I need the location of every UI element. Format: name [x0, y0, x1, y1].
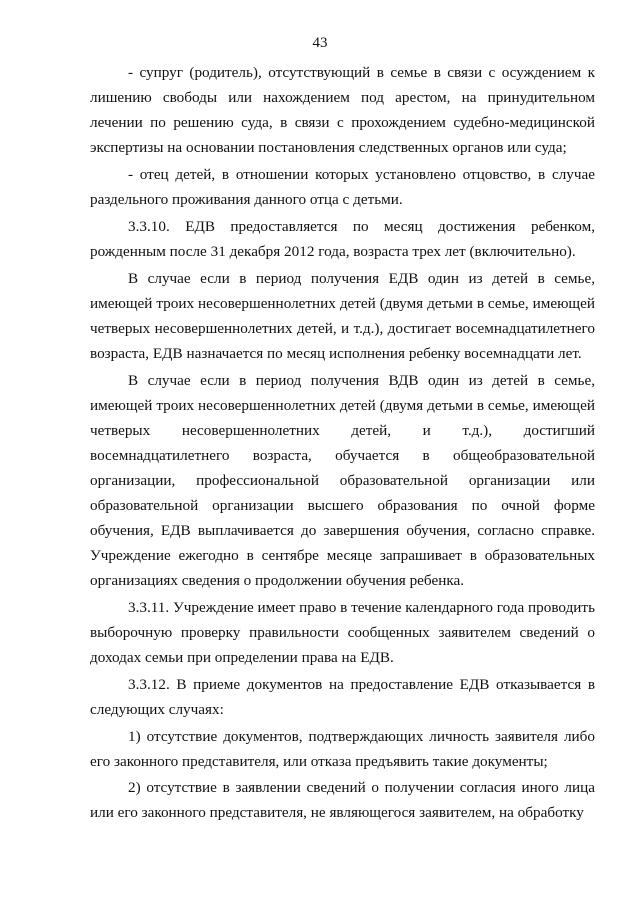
paragraph-refusal-2: 2) отсутствие в заявлении сведений о получении согласия иного лица или его законного представителя, не являющегося заявителем, на обработку [90, 779, 595, 822]
paragraph-3-3-11: 3.3.11. Учреждение имеет право в течение календарного года проводить выборочную проверку правильности сообщенных заявителем сведений о доходах семьи при определении права на ЕДВ. [90, 598, 595, 667]
paragraph-refusal-1: 1) отсутствие документов, подтверждающих личность заявителя либо его законного представителя, или отказа предъявить такие документы; [90, 727, 595, 770]
paragraph-3-3-12: 3.3.12. В приеме документов на предоставление ЕДВ отказывается в следующих случаях: [90, 675, 595, 718]
paragraph-spouse-absent: - супруг (родитель), отсутствующий в семье в связи с осуждением к лишению свободы или нахождением под арестом, на принудительном лечении по решению суда, в связи с прохождением судебно-медицинской экспертизы на основании постановления следственных органов или суда; [90, 64, 595, 157]
paragraph-child-studies: В случае если в период получения ВДВ один из детей в семье, имеющей троих несовершеннолетних детей (двумя детьми в семье, имеющей четверых несовершеннолетних детей, и т.д.), достигший восемнадцатилетнего возраста, обучается в общеобразовательной организации, профессиональной образовательной организации или образовательной организации высшего образования по очной форме обучения, ЕДВ выплачивается до завершения обучения, согласно справке. Учреждение ежегодно в сентябре месяце запрашивает в образовательных организациях сведения о продолжении обучения ребенка. [90, 371, 595, 590]
paragraph-child-reaches-18: В случае если в период получения ЕДВ один из детей в семье, имеющей троих несовершеннолетних детей (двумя детьми в семье, имеющей четверых несовершеннолетних детей, и т.д.), достигает восемнадцатилетнего возраста, ЕДВ назначается по месяц исполнения ребенку восемнадцати лет. [90, 269, 595, 362]
page-number: 43 [312, 35, 328, 51]
document-body [90, 60, 595, 827]
paragraph-3-3-10: 3.3.10. ЕДВ предоставляется по месяц достижения ребенком, рожденным после 31 декабря 2012 года, возраста трех лет (включительно). [90, 217, 595, 260]
paragraph-father-separate: - отец детей, в отношении которых установлено отцовство, в случае раздельного проживания данного отца с детьми. [90, 165, 595, 209]
